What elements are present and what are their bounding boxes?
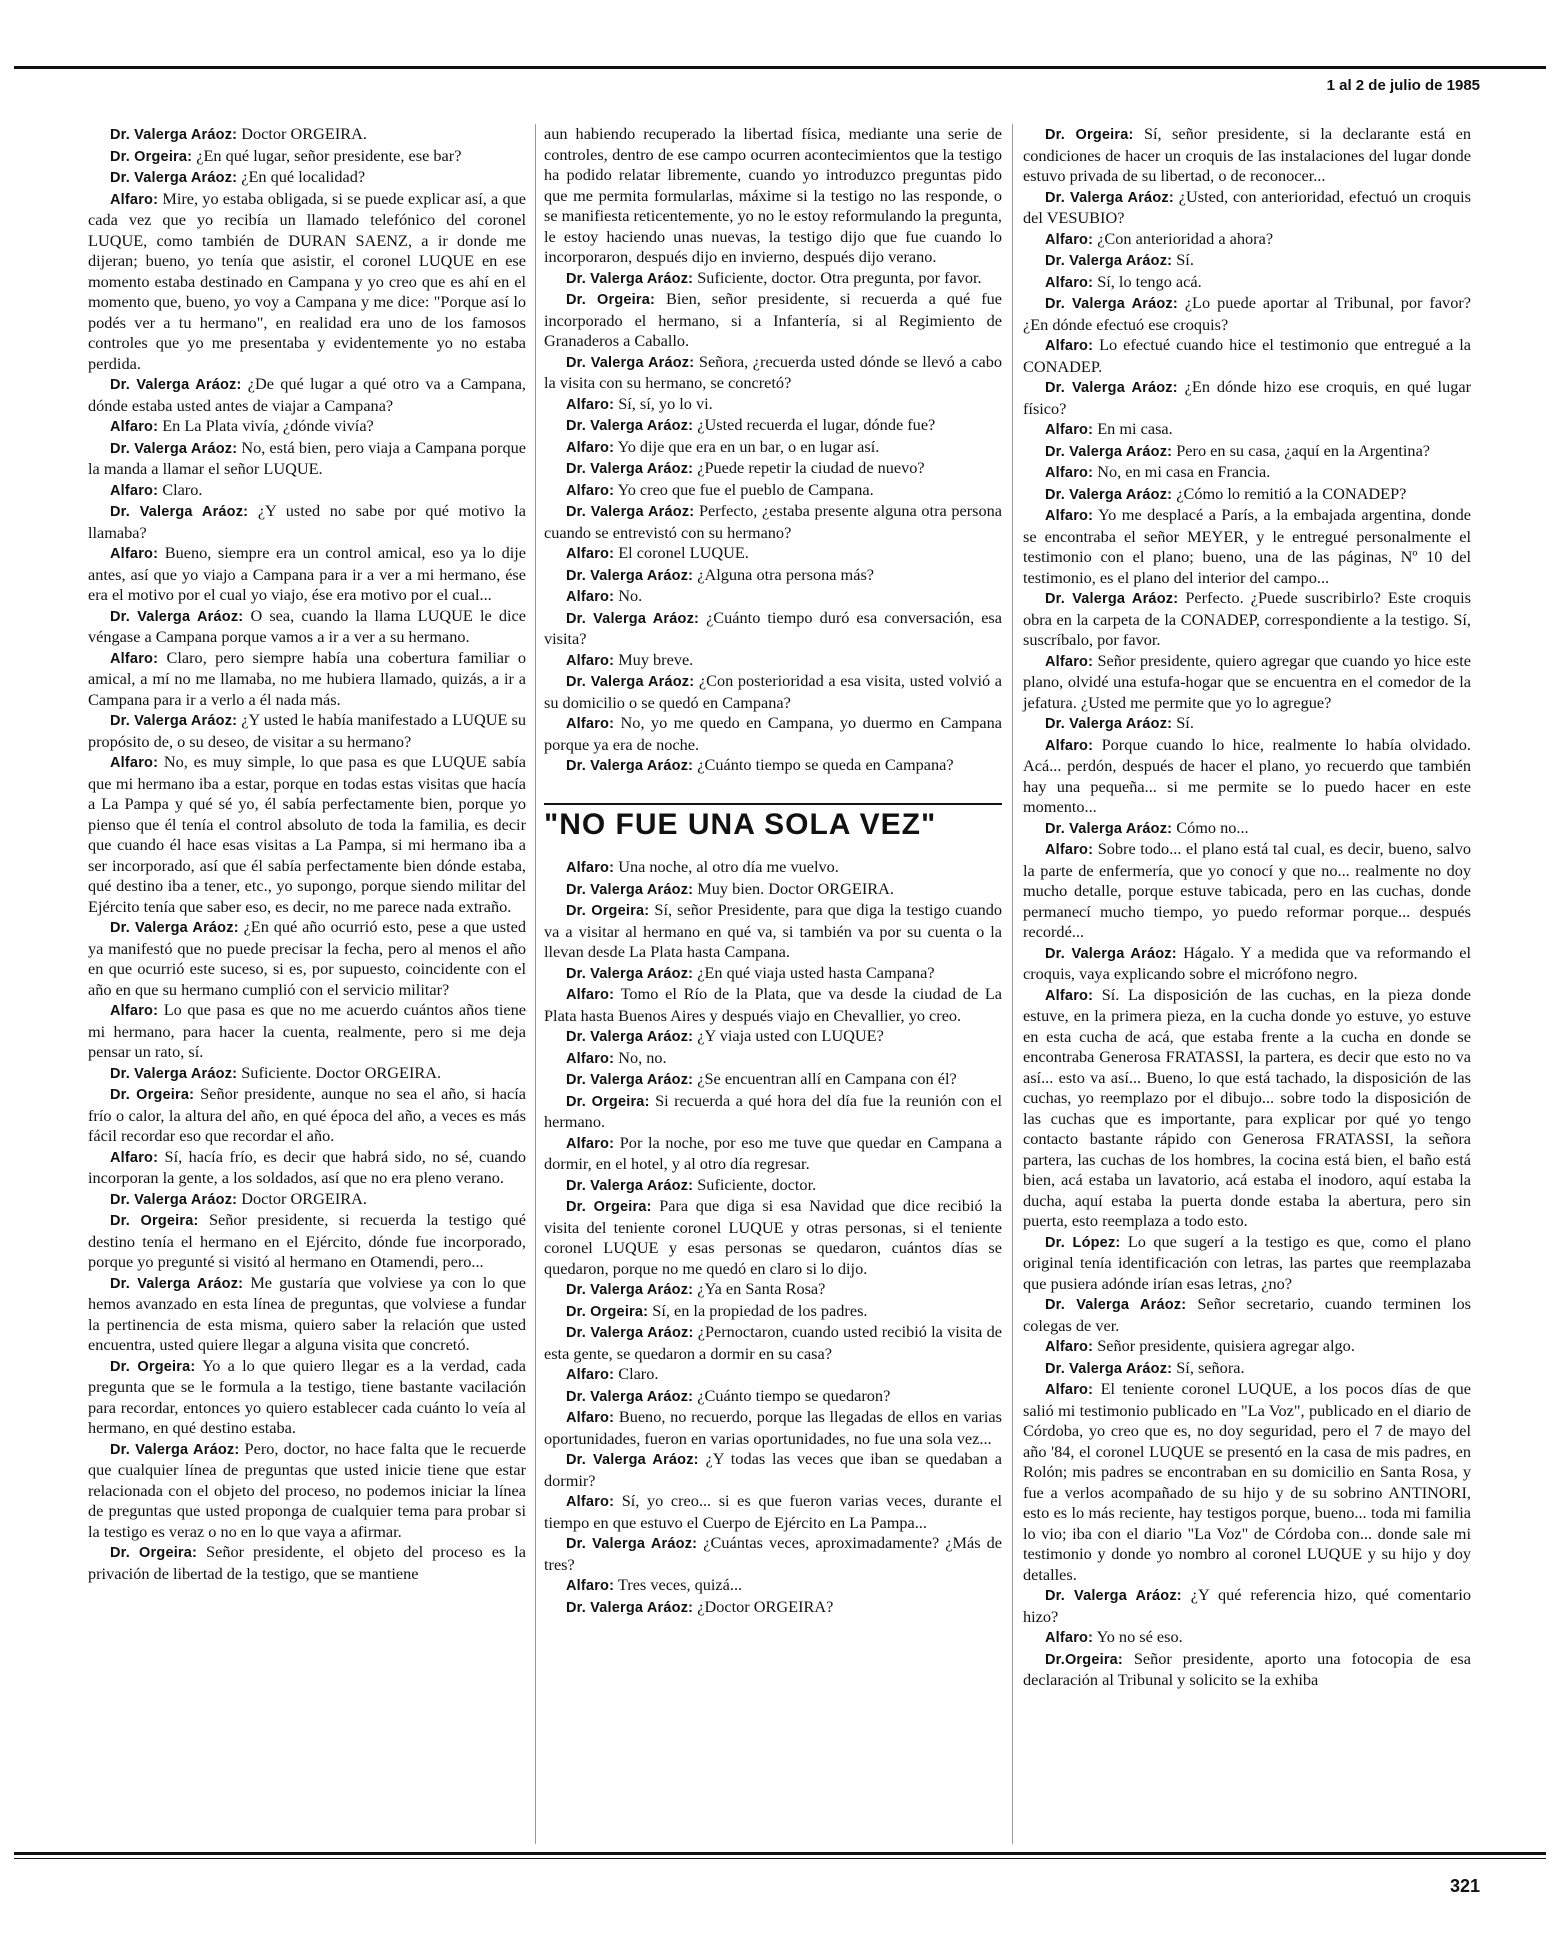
speech-text: Suficiente, doctor. Otra pregunta, por favor. xyxy=(697,267,982,287)
speech-text: Claro. xyxy=(162,479,203,499)
speaker-label: Dr. Valerga Aráoz: xyxy=(1045,820,1173,837)
column-1 xyxy=(88,124,526,1584)
speech-text: Hágalo. Y a medida que va reformando el croquis, vaya explicando sobre el micrófono negro. xyxy=(1023,942,1472,983)
speech-text: ¿Cuántas veces, aproximadamente? ¿Más de tres? xyxy=(544,1533,1002,1574)
transcript-paragraph xyxy=(544,1133,1002,1175)
speaker-label: Dr. Valerga Aráoz: xyxy=(1045,296,1178,312)
speech-text: ¿Cuánto tiempo se quedaron? xyxy=(697,1385,891,1405)
speaker-label: Alfaro: xyxy=(566,1135,615,1152)
speaker-label: Dr. Orgeira: xyxy=(110,1087,195,1103)
column-divider xyxy=(535,124,536,1844)
speaker-label: Alfaro: xyxy=(566,1494,615,1510)
transcript-paragraph xyxy=(88,480,526,502)
speech-text: Yo a lo que quiero llegar es a la verdad, cada pregunta que se le formula a la testigo, tiene bastante vacilación para recordar, entonces yo quiero establecer cada cuánto lo veía al hermano, en qué destino estaba. xyxy=(88,1355,527,1437)
column-2 xyxy=(544,124,1002,1618)
transcript-paragraph xyxy=(544,352,1002,394)
speaker-label: Alfaro: xyxy=(110,1003,159,1019)
speaker-label: Dr. Valerga Aráoz: xyxy=(110,504,249,520)
header-rule xyxy=(14,66,1546,69)
speaker-label: Dr. Orgeira: xyxy=(566,1303,649,1320)
speech-text: Señor presidente, aporto una fotocopia de esa declaración al Tribunal y solicito se la exhiba xyxy=(1023,1648,1471,1689)
speech-text: El coronel LUQUE. xyxy=(618,543,749,562)
transcript-paragraph xyxy=(544,879,1002,901)
speaker-label: Dr. Orgeira: xyxy=(1045,127,1134,143)
speech-text: En mi casa. xyxy=(1097,419,1173,438)
speech-text: Señor secretario, cuando terminen los colegas de ver. xyxy=(1023,1294,1471,1335)
speaker-label: Dr. Orgeira: xyxy=(566,903,650,919)
speaker-label: Dr. Orgeira: xyxy=(566,1093,650,1110)
speech-text: ¿Y usted no sabe por qué motivo la llamaba? xyxy=(88,501,526,542)
speaker-label: Dr. Valerga Aráoz: xyxy=(566,418,694,434)
section-heading: "NO FUE UNA SOLA VEZ" xyxy=(544,803,1002,836)
speech-text: Sí. xyxy=(1176,713,1194,732)
transcript-paragraph xyxy=(88,752,526,917)
speech-text: Cómo no... xyxy=(1176,817,1249,837)
speaker-label: Dr. Valerga Aráoz: xyxy=(110,608,244,625)
speaker-label: Alfaro: xyxy=(110,650,159,667)
speaker-label: Alfaro: xyxy=(110,419,159,435)
transcript-paragraph xyxy=(88,1189,526,1211)
speech-text: Una noche, al otro día me vuelvo. xyxy=(618,857,839,876)
speech-text: No, yo me quedo en Campana, yo duermo en Campana porque ya era de noche. xyxy=(544,713,1002,754)
speaker-label: Alfaro: xyxy=(566,1050,615,1067)
speech-text: No. xyxy=(618,586,643,605)
speaker-label: Alfaro: xyxy=(1045,274,1094,291)
speaker-label: Dr. Orgeira: xyxy=(110,1213,199,1229)
transcript-paragraph xyxy=(544,1597,1002,1619)
speaker-label: Dr. Valerga Aráoz: xyxy=(110,1191,238,1208)
transcript-paragraph xyxy=(544,1575,1002,1597)
speaker-label: Alfaro: xyxy=(566,860,615,876)
speaker-label: Alfaro: xyxy=(566,546,615,562)
transcript-paragraph xyxy=(88,1439,526,1543)
transcript-paragraph xyxy=(1023,484,1471,506)
transcript-paragraph xyxy=(544,1386,1002,1408)
speech-text: Señor presidente, quiero agregar que cuando yo hice este plano, olvidé una estufa-hogar que se encuentra en el comedor de la jefatura. ¿Usted me permite que yo lo agregue? xyxy=(1023,650,1472,712)
speaker-label: Alfaro: xyxy=(1045,842,1094,858)
speaker-label: Alfaro: xyxy=(1045,1630,1094,1646)
speaker-label: Dr. Valerga Aráoz: xyxy=(110,920,239,936)
speaker-label: Alfaro: xyxy=(1045,422,1094,438)
transcript-paragraph xyxy=(88,1000,526,1063)
speech-text: Perfecto. ¿Puede suscribirlo? Este croquis obra en la carpeta de la CONADEP, correspondiente a la testigo. Sí, suscríbalo, por favor. xyxy=(1023,588,1471,649)
speaker-label: Dr. Valerga Aráoz: xyxy=(1045,1360,1173,1377)
speech-text: Lo efectué cuando hice el testimonio que entregué a la CONADEP. xyxy=(1023,335,1471,376)
transcript-paragraph xyxy=(1023,839,1471,943)
speaker-label: Alfaro: xyxy=(566,589,615,605)
transcript-paragraph xyxy=(88,189,526,375)
speech-text: ¿Pernoctaron, cuando usted recibió la visita de esta gente, se quedaron a dormir en su casa? xyxy=(544,1322,1003,1363)
issue-date: 1 al 2 de julio de 1985 xyxy=(1326,77,1480,94)
speech-text: ¿Y qué referencia hizo, qué comentario hizo? xyxy=(1023,1585,1471,1626)
transcript-paragraph xyxy=(544,713,1002,755)
transcript-paragraph xyxy=(1023,377,1471,419)
transcript-paragraph xyxy=(544,1301,1002,1323)
speech-text: ¿Usted recuerda el lugar, dónde fue? xyxy=(697,415,936,434)
speech-text: Doctor ORGEIRA. xyxy=(241,1188,367,1208)
speech-text: Suficiente, doctor. xyxy=(697,1174,817,1194)
speech-text: Yo no sé eso. xyxy=(1096,1627,1183,1646)
transcript-paragraph xyxy=(1023,735,1471,818)
speech-text: ¿En qué localidad? xyxy=(241,167,366,186)
transcript-paragraph xyxy=(544,1533,1002,1575)
transcript-paragraph xyxy=(88,710,526,752)
speaker-label: Alfaro: xyxy=(1045,338,1094,354)
speaker-label: Alfaro: xyxy=(110,546,159,562)
speech-text: Claro. xyxy=(618,1364,659,1383)
transcript-paragraph xyxy=(1023,1627,1471,1649)
speaker-label: Alfaro: xyxy=(1045,1339,1094,1355)
transcript-paragraph xyxy=(88,167,526,189)
speaker-label: Dr. Orgeira: xyxy=(110,1358,196,1375)
transcript-paragraph xyxy=(1023,335,1471,377)
speech-text: No, en mi casa en Francia. xyxy=(1097,462,1271,481)
speech-text: ¿Puede repetir la ciudad de nuevo? xyxy=(697,458,925,477)
speaker-label: Alfaro: xyxy=(1045,653,1094,670)
speaker-label: Dr. Orgeira: xyxy=(566,292,656,308)
speech-text: ¿En qué lugar, señor presidente, ese bar? xyxy=(196,145,462,165)
speech-text: En La Plata vivía, ¿dónde vivía? xyxy=(162,416,374,435)
transcript-paragraph xyxy=(1023,1585,1471,1627)
transcript-paragraph xyxy=(544,1407,1002,1449)
speech-text: Yo creo que fue el pueblo de Campana. xyxy=(617,479,874,499)
speech-text: ¿Y viaja usted con LUQUE? xyxy=(697,1026,884,1045)
transcript-paragraph xyxy=(1023,441,1471,463)
speech-text: El teniente coronel LUQUE, a los pocos días de que salió mi testimonio publicado en "La Voz", publicado en el diario de Córdoba, yo creo que es, no doy seguridad, pero el 7 de mayo del año '84, el coronel LUQUE se presentó en la casa de mis padres, en Rolón; mis padres se encontraban en su domicilio en Santa Rosa, y fue a verlos acompañado de su hijo y de su sobrino ANTINORI, esto es lo más reciente, hay testigos porque, bueno... toda mi familia lo vio; iba con el diario "La Voz" de Córdoba con... donde sale mi testimonio y donde yo nombro al coronel LUQUE y su hijo y doy detalles. xyxy=(1023,1379,1471,1584)
speech-text: Sí, en la propiedad de los padres. xyxy=(652,1300,868,1320)
speech-text: ¿Doctor ORGEIRA? xyxy=(697,1596,834,1616)
transcript-paragraph xyxy=(88,1147,526,1189)
speech-text: ¿En qué año ocurrió esto, pese a que usted ya manifestó que no puede precisar la fecha, pero al menos el año en que ocurrió este suceso, si es, por supuesto, coincidente con el año en que su hermano cumplió con el servicio militar? xyxy=(88,917,527,999)
speech-text: ¿Y usted le había manifestado a LUQUE su propósito de, o su deseo, de visitar a su hermano? xyxy=(88,710,526,751)
speech-text: Señor presidente, quisiera agregar algo. xyxy=(1097,1336,1355,1355)
transcript-paragraph xyxy=(1023,1649,1471,1691)
speech-text: ¿En qué viaja usted hasta Campana? xyxy=(697,962,935,982)
transcript-paragraph xyxy=(544,984,1002,1026)
transcript-paragraph xyxy=(1023,1379,1471,1585)
transcript-paragraph xyxy=(1023,272,1471,294)
speech-text: Pero, doctor, no hace falta que le recuerde que cualquier línea de preguntas que usted inicie tiene que estar relacionada con el objeto del proceso, no podemos iniciar la línea de preguntas que usted proponga de cualquier tema para probar si la testigo es veraz o no en lo que vaya a afirmar. xyxy=(88,1438,526,1541)
speech-text: Lo que pasa es que no me acuerdo cuántos años tiene mi hermano, para hacer la cuenta, realmente, pero si me deja pensar un rato, sí. xyxy=(88,1000,526,1061)
footer-rule xyxy=(14,1852,1546,1855)
speech-text: Me gustaría que volviese ya con lo que hemos avanzado en esta línea de preguntas, que volviese a fundar la pertinencia de esta misma, quiero saber la relación que usted encuentra, usted quiere llegar a alguna visita que concretó. xyxy=(88,1272,527,1354)
speaker-label: Dr. Valerga Aráoz: xyxy=(110,170,238,186)
page-number: 321 xyxy=(1449,1876,1480,1896)
transcript-paragraph xyxy=(1023,124,1471,187)
transcript-paragraph xyxy=(544,608,1002,650)
speaker-label: Dr. Valerga Aráoz: xyxy=(566,881,694,898)
speaker-label: Dr. Valerga Aráoz: xyxy=(566,567,694,584)
speaker-label: Dr. Valerga Aráoz: xyxy=(566,1388,694,1405)
speech-text: Señor presidente, aunque no sea el año, si hacía frío o calor, la altura del año, en qué época del año, a veces es más fácil recordar eso que recordar el año. xyxy=(88,1084,526,1145)
transcript-paragraph xyxy=(544,1449,1002,1491)
column-2-bottom xyxy=(544,857,1002,1618)
speaker-label: Dr. Valerga Aráoz: xyxy=(566,674,695,690)
speech-text: Por la noche, por eso me tuve que quedar en Campana a dormir, en el hotel, y al otro día regresar. xyxy=(544,1132,1003,1173)
speaker-label: Dr. Valerga Aráoz: xyxy=(1045,443,1173,460)
speech-text: Bien, señor presidente, si recuerda a qué fue incorporado el hermano, si a Infantería, si al Regimiento de Granaderos a Caballo. xyxy=(544,289,1002,350)
speaker-label: Alfaro: xyxy=(566,396,615,413)
speaker-label: Alfaro: xyxy=(1045,737,1094,754)
speech-text: Porque cuando lo hice, realmente lo había olvidado. Acá... perdón, después de hacer el plano, yo recuerdo que también hay una pequeña... si me permite se lo puedo hacer en este momento... xyxy=(1023,734,1471,816)
transcript-paragraph xyxy=(1023,651,1471,714)
speaker-label: Dr. Valerga Aráoz: xyxy=(566,758,694,774)
speech-text: ¿De qué lugar a qué otro va a Campana, dónde estaba usted antes de viajar a Campana? xyxy=(88,374,526,415)
speech-text: Si recuerda a qué hora del día fue la reunión con el hermano. xyxy=(544,1090,1002,1131)
speech-text: Suficiente. Doctor ORGEIRA. xyxy=(241,1062,442,1082)
transcript-paragraph xyxy=(1023,462,1471,484)
speaker-label: Dr. Valerga Aráoz: xyxy=(1045,945,1177,962)
speaker-label: Dr. Orgeira: xyxy=(110,148,193,165)
speaker-label: Dr. Valerga Aráoz: xyxy=(1045,189,1174,206)
speaker-label: Alfaro: xyxy=(566,1578,615,1594)
speaker-label: Alfaro: xyxy=(566,716,615,732)
speech-text: Sí, señor Presidente, para que diga la testigo cuando va a visitar al hermano en qué va, si también va por su cuenta o la llevan desde La Plata hasta Campana. xyxy=(544,900,1002,961)
speaker-label: Alfaro: xyxy=(566,987,615,1003)
speaker-label: Alfaro: xyxy=(566,439,615,456)
speaker-label: Dr. Valerga Aráoz: xyxy=(110,377,242,393)
speaker-label: Alfaro: xyxy=(566,1410,615,1426)
transcript-paragraph xyxy=(544,1322,1002,1364)
speaker-label: Alfaro: xyxy=(1045,465,1094,481)
transcript-paragraph xyxy=(88,1356,526,1439)
speaker-label: Alfaro: xyxy=(110,482,159,499)
speech-text: Para que diga si esa Navidad que dice recibió la visita del teniente coronel LUQUE y otras personas, si el teniente coronel LUQUE y esas personas se quedaron, cuántos días se quedaron, porque no me quedó en claro si lo dijo. xyxy=(544,1196,1002,1278)
transcript-paragraph xyxy=(1023,943,1471,985)
column-divider xyxy=(1012,124,1013,1844)
transcript-paragraph xyxy=(544,671,1002,713)
transcript-paragraph xyxy=(544,586,1002,608)
speech-text: Sí, yo creo... si es que fueron varias veces, durante el tiempo en que estuvo el Cuerpo de Ejército en La Pampa... xyxy=(544,1491,1002,1532)
speech-text: aun habiendo recuperado la libertad física, mediante una serie de controles, dentro de ese campo ocurren acontecimientos que la testigo ha podido relatar libremente, cuando yo introduzco preguntas pido que me permita formularlas, máxime si la testigo no las responde, o se manifiesta reticentemente, yo no le estoy reformulando la pregunta, le estoy haciendo unas nuevas, la testigo dijo que fue cuando lo incorporaron, después dijo en invierno, después dijo verano. xyxy=(544,124,1002,266)
transcript-paragraph xyxy=(88,1273,526,1356)
transcript-paragraph xyxy=(88,606,526,648)
speech-text: Sí, lo tengo acá. xyxy=(1097,271,1202,291)
speech-text: Yo dije que era en un bar, o en lugar así. xyxy=(617,436,880,456)
transcript-paragraph xyxy=(544,394,1002,416)
transcript-paragraph xyxy=(1023,588,1471,651)
speech-text: Mire, yo estaba obligada, si se puede explicar así, a que cada vez que yo recibía un llamado telefónico del coronel LUQUE, como también de DURAN SAENZ, a ir donde me dijeran; bueno, yo tenía que asistir, el coronel LUQUE en ese momento estaba destinado en Campana y yo creo que es ahí en el momento que, bueno, yo voy a Campana y me dice: "Porque así lo podés ver a tu hermano", en realidad era uno de los famosos controles que yo me presentaba y evidentemente yo no estaba perdida. xyxy=(88,188,526,373)
transcript-paragraph xyxy=(544,1026,1002,1048)
speaker-label: Dr. Valerga Aráoz: xyxy=(566,461,694,477)
transcript-paragraph xyxy=(1023,419,1471,441)
speaker-label: Dr. Valerga Aráoz: xyxy=(566,1599,694,1616)
speaker-label: Dr. Valerga Aráoz: xyxy=(1045,380,1178,396)
transcript-paragraph xyxy=(544,543,1002,565)
speech-text: Señor presidente, si recuerda la testigo qué destino tenía el hermano en el Ejército, dónde fue incorporado, porque yo pregunté si visitó al hermano en Otamendi, pero... xyxy=(88,1210,526,1271)
transcript-paragraph xyxy=(88,917,526,1000)
speaker-label: Alfaro: xyxy=(1045,231,1094,248)
speaker-label: Dr. Valerga Aráoz: xyxy=(566,965,694,982)
transcript-paragraph xyxy=(544,650,1002,672)
speaker-label: Dr. López: xyxy=(1045,1234,1121,1251)
speech-text: Señora, ¿recuerda usted dónde se llevó a cabo la visita con su hermano, se concretó? xyxy=(544,351,1002,392)
transcript-paragraph xyxy=(544,1196,1002,1279)
speech-text: ¿Cuánto tiempo se queda en Campana? xyxy=(697,755,954,774)
transcript-paragraph xyxy=(544,1091,1002,1133)
transcript-paragraph xyxy=(88,1542,526,1584)
speaker-label: Dr. Valerga Aráoz: xyxy=(566,354,695,371)
speaker-label: Dr. Valerga Aráoz: xyxy=(110,1441,240,1458)
transcript-paragraph xyxy=(544,963,1002,985)
speech-text: ¿En dónde hizo ese croquis, en qué lugar físico? xyxy=(1023,377,1471,418)
speaker-label: Dr. Valerga Aráoz: xyxy=(566,270,694,287)
speech-text: No, está bien, pero viaja a Campana porque la manda a llamar el señor LUQUE. xyxy=(88,437,526,478)
speaker-label: Alfaro: xyxy=(110,191,159,208)
speaker-label: Dr. Valerga Aráoz: xyxy=(110,440,238,457)
transcript-paragraph xyxy=(88,648,526,711)
speech-text: No, es muy simple, lo que pasa es que LUQUE sabía que mi hermano iba a estar, porque en todas estas visitas que hacía a La Pampa y qué sé yo, él sabía perfectamente bien, porque yo pienso que él tenía el control absoluto de toda la familia, es decir que cuando él hace esas visitas a La Pampa, si mi hermano iba a ser incorporado, así que él sabía perfectamente bien dónde estaba, qué destino iba a tener, etc., yo supongo, porque siendo militar del Ejército tenía que saber eso, es decir, no me parece nada extraño. xyxy=(88,752,527,916)
speaker-label: Alfaro: xyxy=(566,1367,615,1383)
speech-text: Tomo el Río de la Plata, que va desde la ciudad de La Plata hasta Buenos Aires y después viajo en Chevallier, yo creo. xyxy=(544,984,1003,1025)
footer-rule-thin xyxy=(14,1858,1546,1859)
transcript-paragraph xyxy=(544,124,1002,268)
transcript-paragraph xyxy=(544,755,1002,777)
speaker-label: Dr. Orgeira: xyxy=(110,1545,198,1561)
transcript-paragraph xyxy=(544,501,1002,543)
speaker-label: Dr. Valerga Aráoz: xyxy=(110,127,238,143)
speech-text: O sea, cuando la llama LUQUE le dice véngase a Campana porque vamos a ir a ver a su hermano. xyxy=(88,605,526,646)
transcript-paragraph xyxy=(88,438,526,480)
speaker-label: Dr. Valerga Aráoz: xyxy=(566,1452,699,1468)
speaker-label: Dr. Valerga Aráoz: xyxy=(566,1536,698,1552)
transcript-paragraph xyxy=(1023,1294,1471,1336)
speaker-label: Dr.Orgeira: xyxy=(1045,1651,1123,1668)
speech-text: ¿Cómo lo remitió a la CONADEP? xyxy=(1176,483,1407,503)
speaker-label: Alfaro: xyxy=(566,652,615,669)
transcript-paragraph xyxy=(88,1210,526,1273)
speech-text: Yo me desplacé a París, a la embajada argentina, donde se encontraba el señor MEYER, y le entregué personalmente el testimonio con el plano; bueno, una de las páginas, Nº 10 del testimonio, es el plano del interior del campo... xyxy=(1023,505,1471,587)
speaker-label: Dr. Orgeira: xyxy=(566,1199,652,1215)
speaker-label: Dr. Valerga Aráoz: xyxy=(566,504,695,520)
transcript-paragraph xyxy=(544,900,1002,963)
transcript-paragraph xyxy=(1023,1358,1471,1380)
speech-text: Muy breve. xyxy=(618,649,694,669)
speech-text: Muy bien. Doctor ORGEIRA. xyxy=(697,878,894,898)
transcript-paragraph xyxy=(544,565,1002,587)
transcript-paragraph xyxy=(1023,229,1471,251)
transcript-paragraph xyxy=(544,1069,1002,1091)
speaker-label: Dr. Valerga Aráoz: xyxy=(110,1275,244,1292)
transcript-paragraph xyxy=(544,268,1002,290)
transcript-paragraph xyxy=(544,1175,1002,1197)
transcript-paragraph xyxy=(1023,293,1471,335)
speaker-label: Dr. Valerga Aráoz: xyxy=(1045,1297,1187,1313)
speech-text: Sí. xyxy=(1176,250,1194,269)
transcript-paragraph xyxy=(88,543,526,606)
transcript-paragraph xyxy=(88,1063,526,1085)
speech-text: Sí, hacía frío, es decir que habrá sido, no sé, cuando incorporan la gente, a los soldados, así que no era pleno verano. xyxy=(88,1146,526,1187)
speaker-label: Alfaro: xyxy=(1045,1382,1094,1398)
speech-text: Claro, pero siempre había una cobertura familiar o amical, a mí no me llamaba, no me hubiera llamado, quizás, a ir a Campana para ir a verlo a él nada más. xyxy=(88,647,526,709)
speech-text: ¿Usted, con anterioridad, efectuó un croquis del VESUBIO? xyxy=(1023,186,1472,227)
column-3 xyxy=(1023,124,1471,1691)
speech-text: ¿Y todas las veces que iban se quedaban a dormir? xyxy=(544,1449,1002,1490)
transcript-paragraph xyxy=(544,289,1002,352)
speaker-label: Dr. Valerga Aráoz: xyxy=(1045,486,1173,503)
speaker-label: Dr. Valerga Aráoz: xyxy=(566,1029,694,1045)
speech-text: ¿Lo puede aportar al Tribunal, por favor? ¿En dónde efectuó ese croquis? xyxy=(1023,293,1471,334)
speech-text: ¿Se encuentran allí en Campana con él? xyxy=(697,1069,957,1088)
speaker-label: Alfaro: xyxy=(1045,987,1094,1004)
transcript-paragraph xyxy=(88,501,526,543)
speech-text: Doctor ORGEIRA. xyxy=(241,124,367,143)
transcript-paragraph xyxy=(1023,818,1471,840)
speech-text: ¿Con posterioridad a esa visita, usted volvió a su domicilio o se quedó en Campana? xyxy=(544,671,1003,712)
transcript-paragraph xyxy=(544,437,1002,459)
speaker-label: Dr. Valerga Aráoz: xyxy=(110,713,238,729)
transcript-paragraph xyxy=(544,857,1002,879)
column-2-top xyxy=(544,124,1002,777)
speech-text: Sí, sí, yo lo vi. xyxy=(618,393,713,413)
speaker-label: Dr. Valerga Aráoz: xyxy=(1045,253,1173,269)
transcript-paragraph xyxy=(88,146,526,168)
speech-text: Lo que sugerí a la testigo es que, como el plano original tenía identificación con letras, las partes que reemplazaba que pusiera adónde irían esas letras, ¿no? xyxy=(1023,1231,1471,1293)
speech-text: ¿Cuánto tiempo duró esa conversación, esa visita? xyxy=(544,607,1002,648)
transcript-paragraph xyxy=(544,415,1002,437)
transcript-paragraph xyxy=(88,374,526,416)
speaker-label: Dr. Valerga Aráoz: xyxy=(566,1325,694,1341)
speaker-label: Alfaro: xyxy=(110,755,159,771)
transcript-paragraph xyxy=(1023,985,1471,1232)
speech-text: Señor presidente, el objeto del proceso es la privación de libertad de la testigo, que se mantiene xyxy=(88,1542,527,1583)
transcript-paragraph xyxy=(1023,505,1471,588)
speech-text: Sí, señora. xyxy=(1176,1357,1245,1377)
transcript-paragraph xyxy=(88,124,526,146)
speech-text: Perfecto, ¿estaba presente alguna otra persona cuando se entrevistó con su hermano? xyxy=(544,501,1003,542)
speech-text: Tres veces, quizá... xyxy=(617,1575,743,1594)
speech-text: Sí, señor presidente, si la declarante está en condiciones de hacer un croquis de las instalaciones del lugar donde estuvo privada de su libertad, o de reconocer... xyxy=(1023,124,1471,185)
speech-text: Sobre todo... el plano está tal cual, es decir, bueno, salvo la parte de enfermería, que yo conocí y que no... realmente no doy mucho detalle, porque estuve tabicada, pero en las cuchas, donde permanecí mucho tiempo, yo puedo reformar porque... después recordé... xyxy=(1023,839,1471,941)
speaker-label: Dr. Valerga Aráoz: xyxy=(1045,716,1173,732)
transcript-paragraph xyxy=(1023,250,1471,272)
speech-text: Bueno, no recuerdo, porque las llegadas de ellos en varias oportunidades, fueron en varias oportunidades, no fue una sola vez... xyxy=(544,1407,1002,1448)
speaker-label: Dr. Valerga Aráoz: xyxy=(566,1177,694,1194)
speaker-label: Dr. Valerga Aráoz: xyxy=(1045,591,1179,607)
speech-text: No, no. xyxy=(618,1047,667,1067)
transcript-paragraph xyxy=(1023,187,1471,229)
speech-text: Pero en su casa, ¿aquí en la Argentina? xyxy=(1176,440,1431,460)
transcript-paragraph xyxy=(1023,713,1471,735)
speech-text: Sí. La disposición de las cuchas, en la pieza donde estuve, en la primera pieza, en la cucha donde yo estuve, yo estuve en esta cucha de acá, que estaba frente a la cucha en donde se encontraba Generosa FRATASSI, la partera, es decir que esto no va así... esto va así... Bueno, lo que está tachado, la disposición de las cuchas, yo reemplazo por el dibujo... sobre todo la disposición de las cuchas que es importante, para explicar por qué yo tengo contacto bastante rápido con Generosa FRATASSI, la señora partera, las cuchas de los hombres, la cocina está bien, el baño está bien, acá estaba un lavatorio, acá estaba el inodoro, aquí estaba la ducha, aquí estaba la puerta donde estaba la abertura, pero sin puerta, esto reemplaza a todo esto. xyxy=(1023,984,1471,1230)
transcript-paragraph xyxy=(544,1279,1002,1301)
speaker-label: Dr. Valerga Aráoz: xyxy=(566,610,700,627)
transcript-paragraph xyxy=(544,480,1002,502)
speaker-label: Dr. Valerga Aráoz: xyxy=(566,1072,694,1088)
speaker-label: Alfaro: xyxy=(566,482,615,499)
transcript-paragraph xyxy=(544,458,1002,480)
transcript-paragraph xyxy=(88,1084,526,1147)
transcript-paragraph xyxy=(544,1364,1002,1386)
speech-text: ¿Ya en Santa Rosa? xyxy=(697,1279,826,1298)
transcript-paragraph xyxy=(88,416,526,438)
speaker-label: Alfaro: xyxy=(1045,508,1094,524)
transcript-paragraph xyxy=(544,1048,1002,1070)
speech-text: ¿Con anterioridad a ahora? xyxy=(1097,228,1274,248)
speaker-label: Dr. Valerga Aráoz: xyxy=(110,1065,238,1082)
transcript-paragraph xyxy=(1023,1232,1471,1295)
speech-text: Bueno, siempre era un control amical, eso ya lo dije antes, así que yo viajo a Campana para ir a ver a mi hermano, ése era el motivo por el cual yo viajo, ése era motivo por el cual... xyxy=(88,543,526,604)
speaker-label: Alfaro: xyxy=(110,1149,159,1166)
transcript-paragraph xyxy=(544,1491,1002,1533)
speech-text: ¿Alguna otra persona más? xyxy=(697,564,875,584)
speaker-label: Dr. Valerga Aráoz: xyxy=(1045,1588,1182,1604)
transcript-paragraph xyxy=(1023,1336,1471,1358)
speaker-label: Dr. Valerga Aráoz: xyxy=(566,1282,694,1298)
